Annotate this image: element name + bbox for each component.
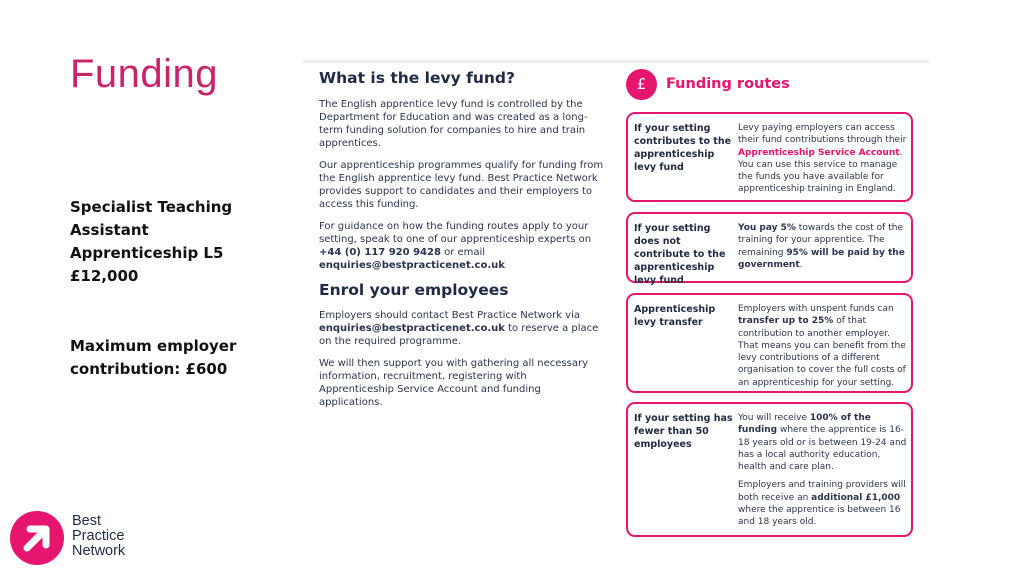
- route-label: Apprenticeship levy transfer: [634, 304, 716, 328]
- route-label: If your setting contributes to the apprenticeship levy fund: [634, 123, 732, 173]
- course-price: £12,000: [70, 267, 139, 285]
- enrol-heading: Enrol your employees: [319, 281, 509, 299]
- contribution-line: Maximum employer: [70, 337, 237, 355]
- pound-icon: £: [626, 69, 657, 100]
- route-box-levy-payer: [626, 112, 913, 202]
- route-label: If your setting has fewer than 50 employees: [634, 413, 733, 450]
- route-box-non-levy: [626, 212, 913, 286]
- best-practice-network-logo: [10, 511, 160, 567]
- route-description: Employers with unspent funds can transfer up to 25% of that contribution to another employer. That means you can benefit from the levy contributions of a different organisation to cover the full costs of an apprenticeship for your setting.: [738, 304, 906, 388]
- funding-document-image: [303, 60, 929, 540]
- route-description: Levy paying employers can access their fund contributions through their Apprenticeship Service Account. You can use this service to manage the funds you have available for apprenticeship training in England.: [738, 123, 907, 195]
- levy-paragraph: The English apprentice levy fund is controlled by the Department for Education and was created as a long-term funding solution for companies to hire and train apprentices.: [319, 99, 588, 149]
- course-line: Assistant: [70, 221, 149, 239]
- logo-line: Best: [72, 513, 102, 529]
- course-line: Specialist Teaching: [70, 198, 233, 216]
- levy-info-column: [319, 69, 604, 418]
- route-description: You will receive 100% of the funding where the apprentice is 16-18 years old or is between 19-24 and has a local authority education, health and care plan. Employers and training providers will both receive an additional £1,000 where the apprentice is between 16 and 18 years old.: [738, 413, 907, 528]
- route-box-levy-transfer: [626, 293, 913, 393]
- arrow-logo-icon: [10, 511, 64, 565]
- route-description: You pay 5% towards the cost of the training for your apprentice. The remaining 95% will be paid by the government.: [738, 223, 905, 270]
- guidance-paragraph: For guidance on how the funding routes apply to your setting, speak to one of our apprenticeship experts on +44 (0) 117 920 9428 or email enquiries@bestpracticenet.co.uk: [319, 221, 592, 271]
- levy-heading: What is the levy fund?: [319, 69, 516, 87]
- email-link: enquiries@bestpracticenet.co.uk: [319, 323, 505, 334]
- enrol-paragraph: Employers should contact Best Practice Network via enquiries@bestpracticenet.co.uk to reserve a place on the required programme.: [319, 310, 599, 347]
- funding-routes-title: Funding routes: [666, 76, 790, 92]
- route-label: If your setting does not contribute to the apprenticeship levy fund: [634, 223, 726, 286]
- logo-line: Network: [72, 543, 126, 559]
- contribution-line: contribution: £600: [70, 360, 228, 378]
- route-box-small-employer: [626, 402, 913, 537]
- employer-contribution: [70, 335, 270, 381]
- logo-wordmark: [72, 514, 125, 559]
- phone-number: +44 (0) 117 920 9428: [319, 247, 441, 258]
- slide-title: Funding: [70, 52, 219, 96]
- levy-paragraph: Our apprenticeship programmes qualify for funding from the English apprentice levy fund. Best Practice Network provides support to candidates and their employers to access this funding.: [319, 160, 604, 210]
- enrol-paragraph: We will then support you with gathering all necessary information, recruitment, registering with Apprenticeship Service Account and funding applications.: [319, 358, 588, 408]
- course-info: [70, 196, 270, 288]
- course-line: Apprenticeship L5: [70, 244, 224, 262]
- logo-line: Practice: [72, 528, 125, 544]
- email-link: enquiries@bestpracticenet.co.uk: [319, 260, 505, 271]
